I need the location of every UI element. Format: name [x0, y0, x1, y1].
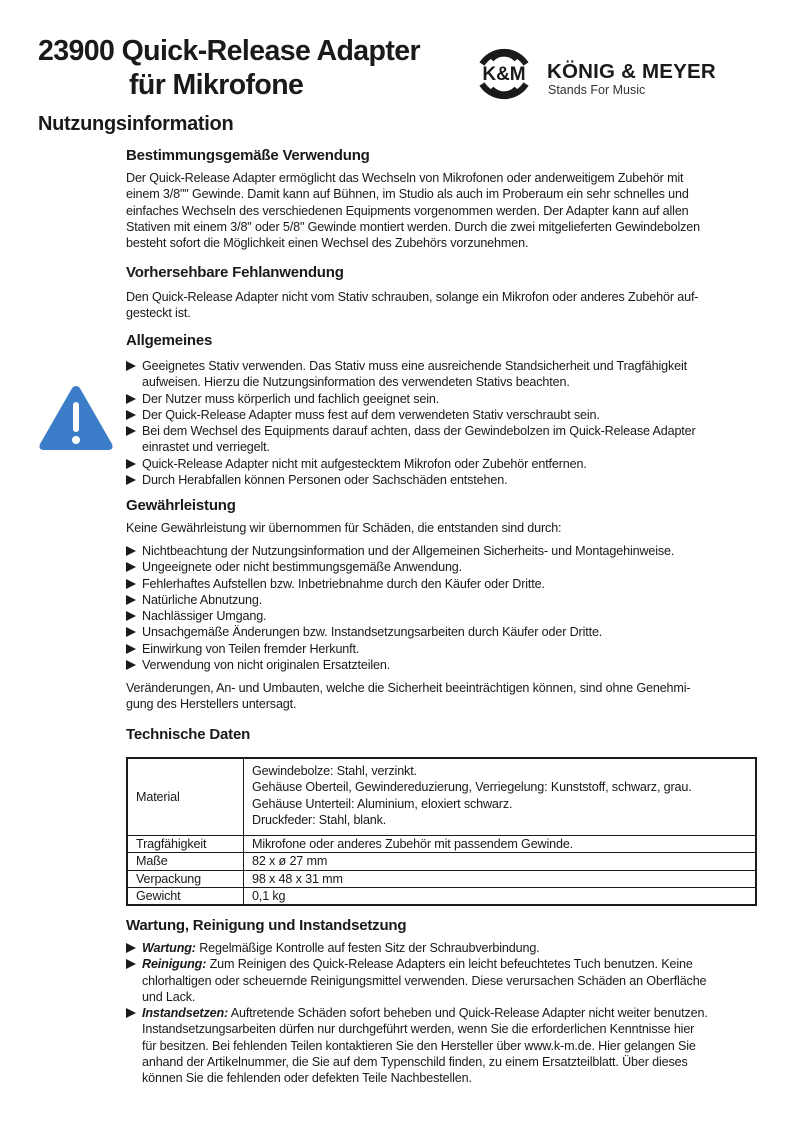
- list-item-line: [142, 1005, 708, 1021]
- list-item-text: Verwendung von nicht originalen Ersatzteilen.: [142, 658, 391, 673]
- list-item-line: chlorhaltigen oder scheuernde Reinigungsmittel verwenden. Diese verursachen Schäden an Oberfläche: [142, 973, 707, 988]
- warning-icon: [37, 382, 115, 454]
- table-row: [127, 758, 756, 836]
- row-value: [244, 758, 757, 836]
- list-item-line: für besitzen. Bei fehlenden Teilen kontaktieren Sie den Hersteller über www.k-m.de. Hier gelangen Sie: [142, 1038, 696, 1053]
- list-item-line: [142, 940, 708, 956]
- logo-mark-text: K&M: [482, 64, 526, 85]
- list-item: [126, 472, 696, 488]
- bullet-arrow-icon: [126, 562, 136, 572]
- value-line: Gehäuse Unterteil: Aluminium, eloxiert schwarz.: [252, 796, 513, 811]
- list-item-line: einrastet und verriegelt.: [142, 440, 270, 455]
- row-value: [244, 888, 757, 906]
- gewaehrleistung-intro: Keine Gewährleistung wir übernommen für Schäden, die entstanden sind durch:: [126, 521, 562, 535]
- list-item-text: Fehlerhaftes Aufstellen bzw. Inbetriebnahme durch den Käufer oder Dritte.: [142, 576, 545, 591]
- bullet-arrow-icon: [126, 475, 136, 485]
- value-line: Gewindebolze: Stahl, verzinkt.: [252, 764, 417, 778]
- list-item: [126, 624, 674, 640]
- list-item-text: Nichtbeachtung der Nutzungsinformation und der Allgemeinen Sicherheits- und Montagehinweise.: [142, 544, 675, 558]
- list-item: [126, 391, 696, 407]
- bullet-arrow-icon: [126, 394, 136, 404]
- list-item-line: Quick-Release Adapter nicht mit aufgestecktem Mikrofon oder Zubehör entfernen.: [142, 456, 587, 471]
- page-heading: Nutzungsinformation: [38, 113, 234, 135]
- title-line-1: 23900 Quick-Release Adapter: [38, 35, 420, 67]
- table-row: [127, 836, 756, 853]
- list-item: [126, 543, 674, 559]
- value-line: 98 x 48 x 31 mm: [252, 871, 343, 886]
- fehlanwendung-paragraph: [126, 289, 698, 322]
- list-item-line: und Lack.: [142, 989, 196, 1004]
- bullet-arrow-icon: [126, 959, 136, 969]
- bullet-arrow-icon: [126, 627, 136, 637]
- km-logo-icon: [470, 44, 538, 102]
- item-label: Reinigung:: [142, 957, 207, 972]
- list-item: [126, 1005, 708, 1086]
- list-item: [126, 940, 708, 956]
- list-item-text: Unsachgemäße Änderungen bzw. Instandsetzungsarbeiten durch Käufer oder Dritte.: [142, 625, 603, 640]
- list-item: [126, 657, 674, 673]
- bullet-arrow-icon: [126, 644, 136, 654]
- list-item-line: Durch Herabfallen können Personen oder Sachschäden entstehen.: [142, 473, 508, 488]
- item-label: Instandsetzen:: [142, 1006, 229, 1021]
- list-item: [126, 559, 674, 575]
- section-heading-allgemeines: Allgemeines: [126, 332, 213, 349]
- bullet-arrow-icon: [126, 546, 136, 556]
- bullet-arrow-icon: [126, 410, 136, 420]
- bullet-arrow-icon: [126, 611, 136, 621]
- bullet-arrow-icon: [126, 943, 136, 953]
- title-line-2: für Mikrofone: [129, 69, 304, 101]
- bullet-arrow-icon: [126, 1008, 136, 1018]
- text-line: einem 3/8"" Gewinde. Damit kann auf Bühnen, im Studio als auch im Proberaum ein sehr schnelles und: [126, 187, 689, 202]
- item-text: Zum Reinigen des Quick-Release Adapters ein leicht befeuchtetes Tuch benutzen. Keine: [209, 957, 693, 972]
- list-item: [126, 956, 708, 1005]
- list-item: [126, 423, 696, 456]
- row-label: Tragfähigkeit: [127, 836, 244, 853]
- row-value: [244, 853, 757, 870]
- text-line: besteht sofort die Möglichkeit einen Wechsel des Zubehörs vorzunehmen.: [126, 236, 529, 251]
- item-text: Auftretende Schäden sofort beheben und Quick-Release Adapter nicht weiter benutzen.: [230, 1006, 708, 1021]
- wartung-list: [126, 940, 708, 1087]
- list-item-text: Nachlässiger Umgang.: [142, 609, 267, 624]
- list-item: [126, 407, 696, 423]
- text-line: Der Quick-Release Adapter ermöglicht das Wechseln von Mikrofonen oder anderweitigem Zubehör mit: [126, 171, 684, 185]
- row-value: [244, 870, 757, 887]
- row-label: Gewicht: [127, 888, 244, 906]
- bullet-arrow-icon: [126, 459, 136, 469]
- table-row: [127, 888, 756, 906]
- section-heading-wartung: Wartung, Reinigung und Instandsetzung: [126, 917, 407, 934]
- bestimmung-paragraph: [126, 170, 700, 251]
- list-item-line: Bei dem Wechsel des Equipments darauf achten, dass der Gewindebolzen im Quick-Release Adapter: [142, 424, 696, 439]
- section-heading-fehlanwendung: Vorhersehbare Fehlanwendung: [126, 264, 344, 281]
- brand-name: KÖNIG & MEYER: [547, 60, 716, 83]
- value-line: Gehäuse Oberteil, Gewindereduzierung, Verriegelung: Kunststoff, schwarz, grau.: [252, 780, 692, 795]
- bullet-arrow-icon: [126, 426, 136, 436]
- bullet-arrow-icon: [126, 579, 136, 589]
- item-text: Regelmäßige Kontrolle auf festen Sitz der Schraubverbindung.: [199, 941, 540, 955]
- list-item: [126, 641, 674, 657]
- list-item-text: Ungeeignete oder nicht bestimmungsgemäße Anwendung.: [142, 560, 462, 575]
- list-item: [126, 608, 674, 624]
- list-item-line: Geeignetes Stativ verwenden. Das Stativ muss eine ausreichende Standsicherheit und Tragfähigkeit: [142, 359, 687, 373]
- list-item: [126, 358, 696, 391]
- list-item-text: Einwirkung von Teilen fremder Herkunft.: [142, 641, 360, 656]
- row-value: [244, 836, 757, 853]
- list-item-line: Der Quick-Release Adapter muss fest auf dem verwendeten Stativ verschraubt sein.: [142, 407, 600, 422]
- list-item: [126, 456, 696, 472]
- gewaehrleistung-list: [126, 543, 674, 673]
- text-line: Veränderungen, An- und Umbauten, welche die Sicherheit beeinträchtigen können, sind ohne Genehmi-: [126, 681, 691, 695]
- list-item-line: anhand der Artikelnummer, die Sie auf dem Typenschild finden, zu einem Ersatzteilblatt. Über dieses: [142, 1055, 688, 1070]
- section-heading-bestimmung: Bestimmungsgemäße Verwendung: [126, 147, 370, 164]
- list-item-line: können Sie die fehlenden oder defekten Teile Nachbestellen.: [142, 1071, 472, 1086]
- bullet-arrow-icon: [126, 595, 136, 605]
- list-item: [126, 576, 674, 592]
- section-heading-gewaehrleistung: Gewährleistung: [126, 497, 236, 514]
- text-line: Stativen mit einem 3/8" oder 5/8" Gewinde montiert werden. Durch die zwei mitgelieferten Gewindebolzen: [126, 219, 700, 234]
- bullet-arrow-icon: [126, 660, 136, 670]
- section-heading-technische-daten: Technische Daten: [126, 726, 251, 743]
- value-line: Druckfeder: Stahl, blank.: [252, 812, 387, 827]
- row-label: Verpackung: [127, 870, 244, 887]
- brand-slogan: Stands For Music: [548, 83, 646, 97]
- text-line: gung des Herstellers untersagt.: [126, 697, 297, 712]
- item-label: Wartung:: [142, 941, 196, 955]
- list-item-line: Der Nutzer muss körperlich und fachlich geeignet sein.: [142, 391, 440, 406]
- text-line: Den Quick-Release Adapter nicht vom Stativ schrauben, solange ein Mikrofon oder anderes Zubehör auf-: [126, 290, 699, 304]
- value-line: 0,1 kg: [252, 889, 286, 904]
- gewaehrleistung-outro: [126, 680, 690, 713]
- table-row: [127, 853, 756, 870]
- value-line: Mikrofone oder anderes Zubehör mit passendem Gewinde.: [252, 837, 574, 852]
- list-item: [126, 592, 674, 608]
- row-label: Maße: [127, 853, 244, 870]
- text-line: einfaches Wechseln des verschiedenen Equipments vorgenommen werden. Der Adapter kann auf allen: [126, 203, 689, 218]
- list-item-text: Natürliche Abnutzung.: [142, 592, 263, 607]
- text-line: gesteckt ist.: [126, 306, 191, 321]
- bullet-arrow-icon: [126, 361, 136, 371]
- allgemeines-list: [126, 358, 696, 488]
- table-row: [127, 870, 756, 887]
- document-title: [38, 34, 420, 102]
- technical-data-table: [126, 757, 757, 906]
- row-label: Material: [127, 758, 244, 836]
- value-line: 82 x ø 27 mm: [252, 854, 328, 869]
- list-item-line: aufweisen. Hierzu die Nutzungsinformation des verwendeten Stativs beachten.: [142, 375, 570, 390]
- list-item-line: Instandsetzungsarbeiten dürfen nur durchgeführt werden, wenn Sie die erforderlichen Kenntnisse hier: [142, 1022, 695, 1037]
- list-item-line: [142, 956, 708, 972]
